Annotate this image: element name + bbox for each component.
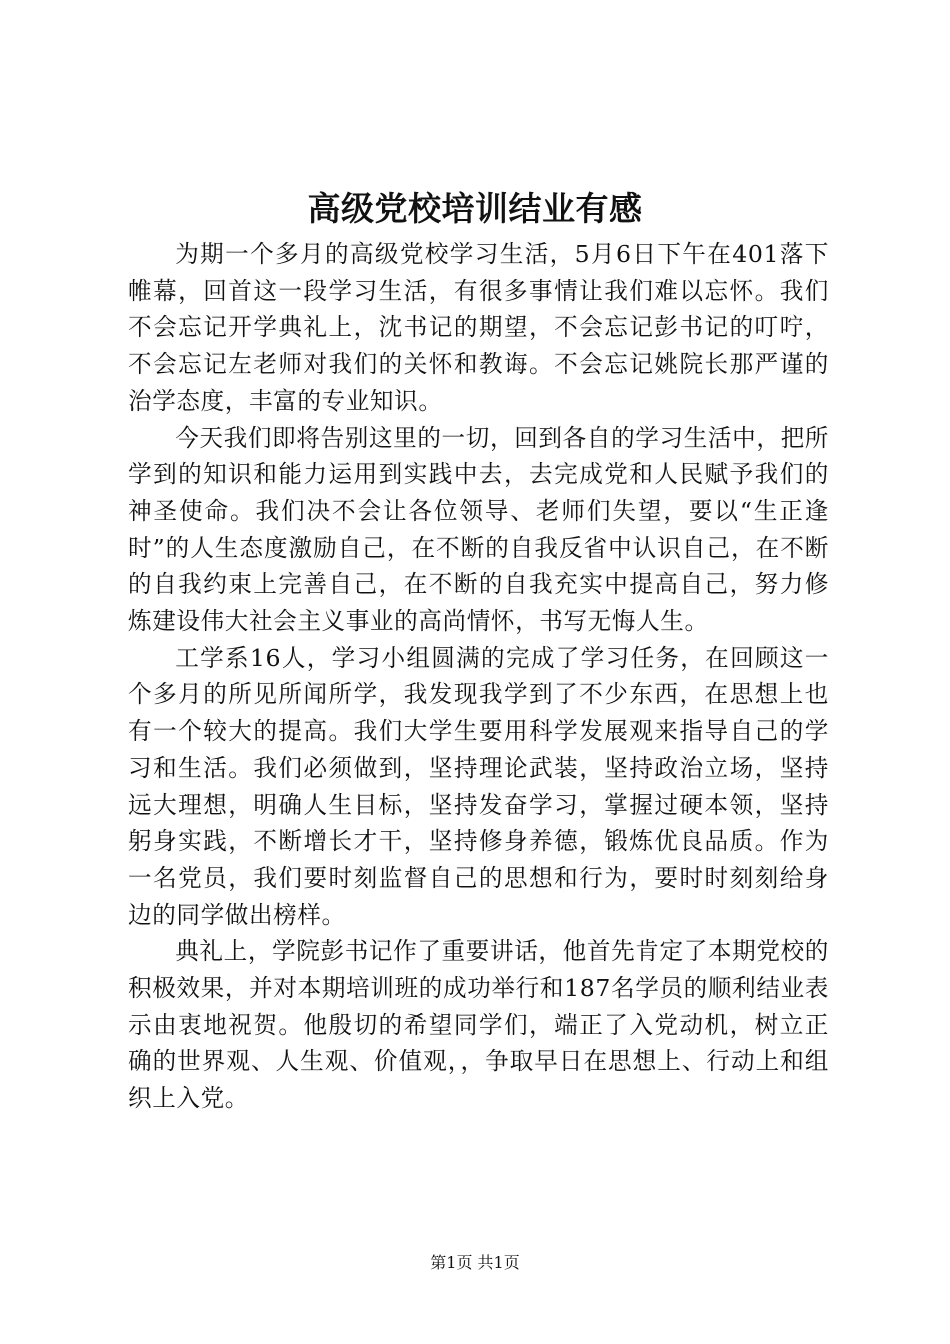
document-title: 高级党校培训结业有感 bbox=[307, 189, 643, 228]
document-body bbox=[128, 236, 829, 1117]
paragraph-1: 为期一个多月的高级党校学习生活，5月6日下午在401落下帷幕，回首这一段学习生活，有很多事情让我们难以忘怀。我们不会忘记开学典礼上，沈书记的期望，不会忘记彭书记的叮咛，不会忘记左老师对我们的关怀和教诲。不会忘记姚院长那严谨的治学态度，丰富的专业知识。 bbox=[128, 240, 829, 415]
paragraph-4: 典礼上，学院彭书记作了重要讲话，他首先肯定了本期党校的积极效果，并对本期培训班的成功举行和187名学员的顺利结业表示由衷地祝贺。他殷切的希望同学们，端正了入党动机，树立正确的世界观、人生观、价值观，，争取早日在思想上、行动上和组织上入党。 bbox=[128, 937, 829, 1113]
paragraph-3: 工学系16人，学习小组圆满的完成了学习任务，在回顾这一个多月的所见所闻所学，我发现我学到了不少东西，在思想上也有一个较大的提高。我们大学生要用科学发展观来指导自己的学习和生活。我们必须做到，坚持理论武装，坚持政治立场，坚持远大理想，明确人生目标，坚持发奋学习，掌握过硬本领，坚持躬身实践，不断增长才干，坚持修身养德，锻炼优良品质。作为一名党员，我们要时刻监督自己的思想和行为，要时时刻刻给身边的同学做出榜样。 bbox=[128, 643, 829, 929]
page-footer: 第1页 共1页 bbox=[430, 1253, 520, 1272]
paragraph-2: 今天我们即将告别这里的一切，回到各自的学习生活中，把所学到的知识和能力运用到实践中去，去完成党和人民赋予我们的神圣使命。我们决不会让各位领导、老师们失望，要以“生正逢时”的人生态度激励自己，在不断的自我反省中认识自己，在不断的自我约束上完善自己，在不断的自我充实中提高自己，努力修炼建设伟大社会主义事业的高尚情怀，书写无悔人生。 bbox=[128, 423, 829, 636]
